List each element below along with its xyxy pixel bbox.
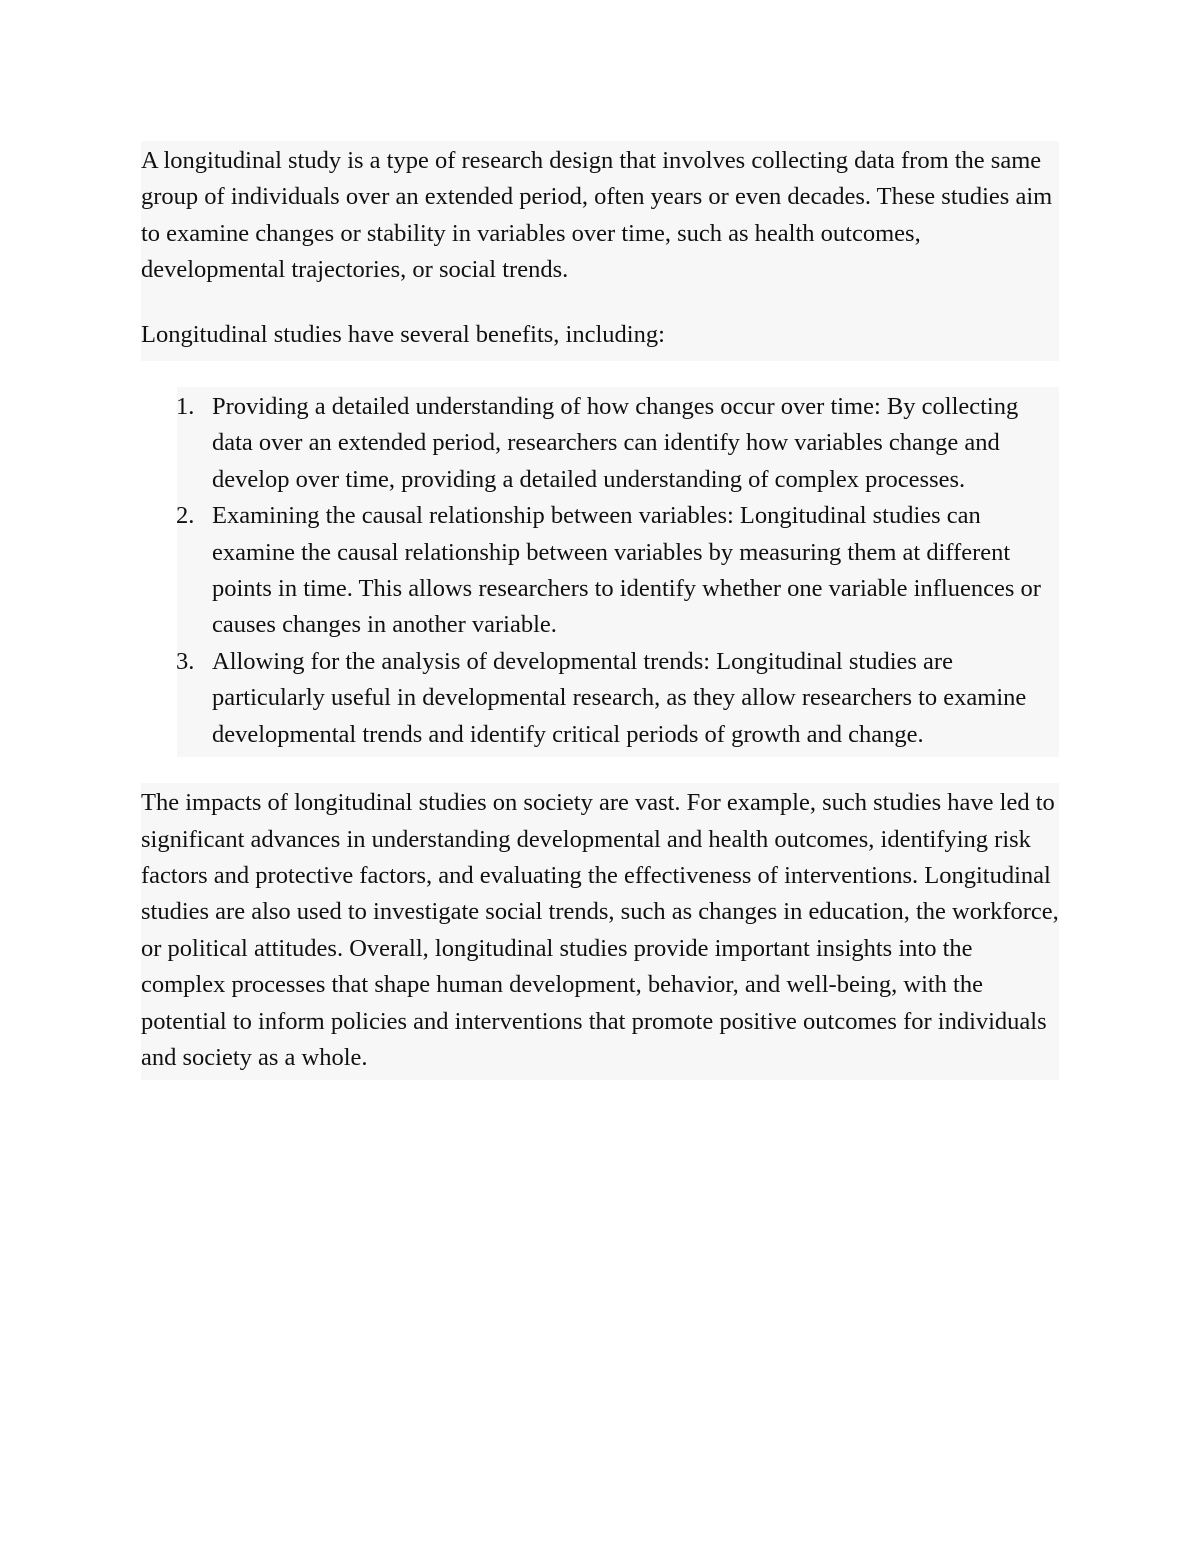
- list-item-number: 2.: [176, 502, 195, 530]
- list-item-text: Providing a detailed understanding of how changes occur over time: By collecting data over an extended period, researchers can identify how variables change and develop over time, providing a detailed understanding of complex processes.: [212, 393, 1019, 493]
- benefits-lead-paragraph: Longitudinal studies have several benefits, including:: [141, 320, 665, 348]
- list-item-number: 1.: [176, 393, 195, 421]
- closing-paragraph: The impacts of longitudinal studies on society are vast. For example, such studies have led to significant advances in understanding developmental and health outcomes, identifying risk factors and protective factors, and evaluating the effectiveness of interventions. Longitudinal studies are also used to investigate social trends, such as changes in education, the workforce, or political attitudes. Overall, longitudinal studies provide important insights into the complex processes that shape human development, behavior, and well-being, with the potential to inform policies and interventions that promote positive outcomes for individuals and society as a whole.: [141, 789, 1059, 1071]
- benefits-list-block: [177, 387, 1059, 757]
- benefits-list: [177, 389, 1059, 753]
- list-item: [177, 498, 1059, 644]
- document-body: [141, 141, 1059, 1080]
- list-item-text: Allowing for the analysis of developmental trends: Longitudinal studies are particularly useful in developmental research, as they allow researchers to examine developmental trends and identify critical periods of growth and change.: [212, 647, 1027, 748]
- closing-block: [141, 783, 1059, 1080]
- list-item: [177, 389, 1059, 498]
- list-item: [177, 644, 1059, 753]
- list-item-number: 3.: [176, 647, 195, 675]
- list-item-text: Examining the causal relationship between variables: Longitudinal studies can examine the causal relationship between variables by measuring them at different points in time. This allows researchers to identify whether one variable influences or causes changes in another variable.: [212, 502, 1041, 639]
- intro-block: [141, 141, 1059, 361]
- intro-paragraph: A longitudinal study is a type of research design that involves collecting data from the same group of individuals over an extended period, often years or even decades. These studies aim to examine changes or stability in variables over time, such as health outcomes, developmental trajectories, or social trends.: [141, 147, 1053, 284]
